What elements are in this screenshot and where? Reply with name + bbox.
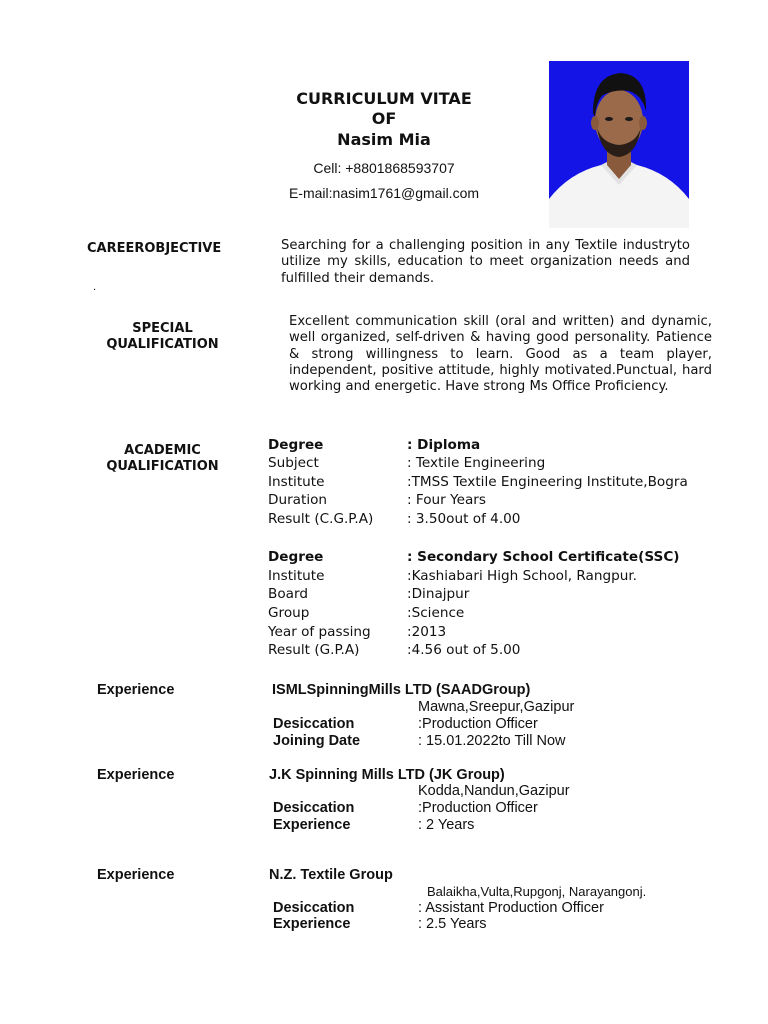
ssc-group-key: Group bbox=[268, 605, 310, 621]
experience-designation-key: Desiccation bbox=[273, 800, 355, 816]
special-qualification-text: Excellent communication skill (oral and written) and dynamic, well organized, self-driven & having good personality. Patience & strong willingness to learn. Good as a team player, independent, positive attitude, highly motivated.Punctual, hard working and energetic. Have strong Ms Office Proficiency. bbox=[289, 314, 712, 395]
diploma-subject-value: : Textile Engineering bbox=[407, 455, 546, 471]
experience-label: Experience bbox=[97, 867, 175, 883]
ssc-group-value: :Science bbox=[407, 605, 465, 621]
ssc-result-value: :4.56 out of 5.00 bbox=[407, 642, 521, 658]
special-label-line1: SPECIAL bbox=[132, 321, 193, 336]
ssc-year-key: Year of passing bbox=[268, 624, 371, 640]
experience-location: Mawna,Sreepur,Gazipur bbox=[418, 699, 575, 715]
experience-company: ISMLSpinningMills LTD (SAADGroup) bbox=[272, 682, 531, 698]
experience-duration-value: : 2.5 Years bbox=[418, 916, 487, 932]
candidate-name: Nasim Mia bbox=[337, 130, 431, 149]
experience-joining-key: Joining Date bbox=[273, 733, 361, 749]
stray-dot: . bbox=[93, 282, 97, 293]
experience-duration-value: : 2 Years bbox=[418, 817, 475, 833]
experience-label: Experience bbox=[97, 767, 175, 783]
career-objective-text: Searching for a challenging position in any Textile industryto utilize my skills, education to meet organization needs and fulfilled their demands. bbox=[281, 238, 690, 286]
document-title: CURRICULUM VITAE bbox=[296, 89, 472, 108]
diploma-degree-key: Degree bbox=[268, 437, 324, 453]
experience-designation-key: Desiccation bbox=[273, 716, 355, 732]
ssc-institute-value: :Kashiabari High School, Rangpur. bbox=[407, 568, 637, 584]
profile-photo bbox=[549, 61, 689, 228]
ssc-board-key: Board bbox=[268, 586, 308, 602]
experience-designation-value: : Assistant Production Officer bbox=[418, 900, 604, 916]
ssc-board-value: :Dinajpur bbox=[407, 586, 470, 602]
experience-designation-value: :Production Officer bbox=[418, 716, 538, 732]
diploma-result-key: Result (C.G.P.A) bbox=[268, 511, 374, 527]
diploma-duration-value: : Four Years bbox=[407, 492, 486, 508]
special-label-line2: QUALIFICATION bbox=[106, 337, 219, 352]
document-title-of: OF bbox=[371, 109, 397, 128]
ssc-institute-key: Institute bbox=[268, 568, 325, 584]
diploma-degree-value: : Diploma bbox=[407, 437, 481, 453]
experience-label: Experience bbox=[97, 682, 175, 698]
cell-number: Cell: +8801868593707 bbox=[313, 160, 455, 176]
experience-duration-key: Experience bbox=[273, 817, 351, 833]
ssc-year-value: :2013 bbox=[407, 624, 447, 640]
diploma-institute-value: :TMSS Textile Engineering Institute,Bogra bbox=[407, 474, 688, 490]
email-address: E-mail:nasim1761@gmail.com bbox=[288, 185, 480, 201]
experience-company: J.K Spinning Mills LTD (JK Group) bbox=[269, 767, 505, 783]
experience-designation-key: Desiccation bbox=[273, 900, 355, 916]
experience-company: N.Z. Textile Group bbox=[269, 867, 393, 883]
experience-location: Balaikha,Vulta,Rupgonj, Narayangonj. bbox=[427, 884, 647, 899]
career-objective-label: CAREEROBJECTIVE bbox=[87, 241, 222, 256]
diploma-result-value: : 3.50out of 4.00 bbox=[407, 511, 521, 527]
person-portrait-icon bbox=[549, 61, 689, 228]
experience-designation-value: :Production Officer bbox=[418, 800, 538, 816]
ssc-result-key: Result (G.P.A) bbox=[268, 642, 360, 658]
academic-label-line2: QUALIFICATION bbox=[106, 459, 219, 474]
experience-location: Kodda,Nandun,Gazipur bbox=[418, 783, 570, 799]
ssc-degree-value: : Secondary School Certificate(SSC) bbox=[407, 549, 680, 565]
academic-label-line1: ACADEMIC bbox=[124, 443, 201, 458]
experience-duration-key: Experience bbox=[273, 916, 351, 932]
experience-joining-value: : 15.01.2022to Till Now bbox=[418, 733, 566, 749]
diploma-institute-key: Institute bbox=[268, 474, 325, 490]
diploma-subject-key: Subject bbox=[268, 455, 319, 471]
ssc-degree-key: Degree bbox=[268, 549, 324, 565]
diploma-duration-key: Duration bbox=[268, 492, 328, 508]
